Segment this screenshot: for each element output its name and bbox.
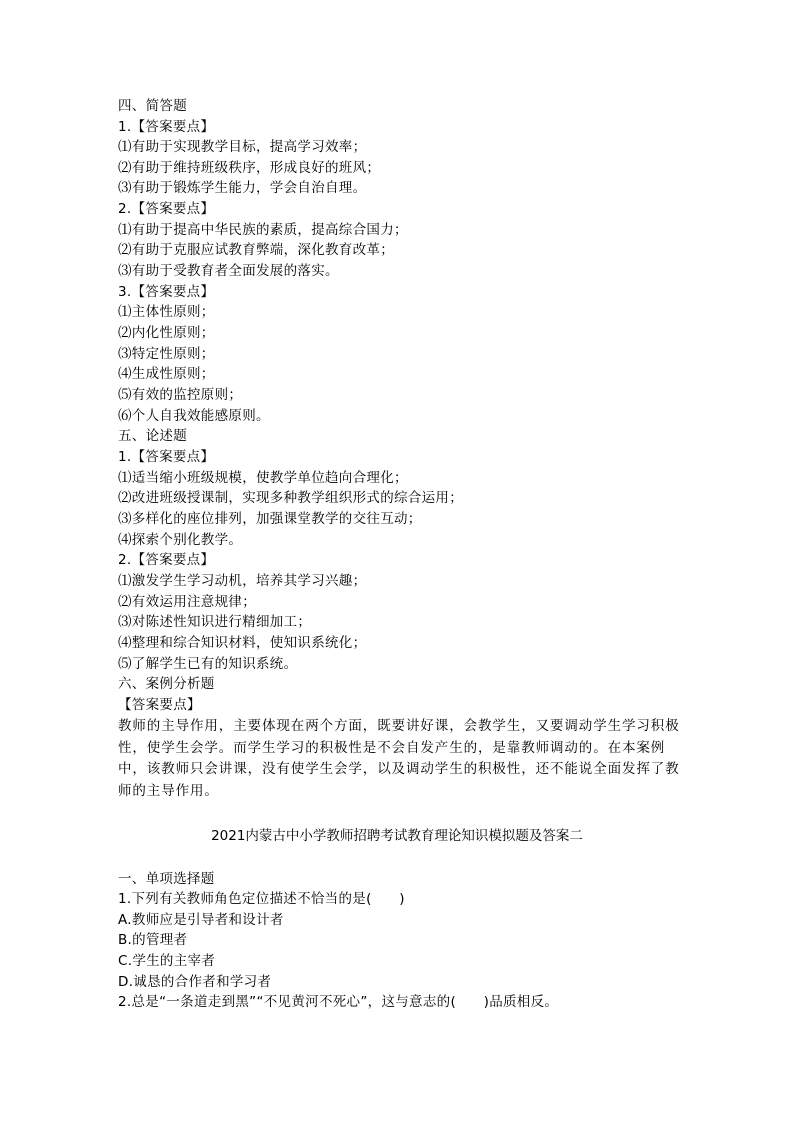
answer-point: ⑴有助于提高中华民族的素质，提高综合国力；	[118, 222, 408, 238]
section-heading-case-analysis: 六、案例分析题	[118, 676, 215, 692]
answer-point: ⑵改进班级授课制，实现多种教学组织形式的综合运用；	[118, 490, 463, 506]
question-stem: 1.下列有关教师角色定位描述不恰当的是( )	[118, 891, 405, 907]
case-answer-paragraph: 教师的主导作用，主要体现在两个方面，既要讲好课，会教学生，又要调动学生学习积极性，使学生会学。而学生学习的积极性是不会自发产生的，是靠教师调动的。在本案例中，该教师只会讲课，没有使学生会学，以及调动学生的积极性，还不能说全面发挥了教师的主导作用。	[118, 718, 680, 799]
answer-point: ⑷探索个别化教学。	[118, 532, 243, 548]
question-option: C.学生的主宰者	[118, 953, 216, 969]
answer-point: ⑸有效的监控原则；	[118, 387, 243, 403]
answer-point: ⑴适当缩小班级规模，使教学单位趋向合理化；	[118, 470, 408, 486]
section-heading-essay: 五、论述题	[118, 428, 187, 444]
answer-point: ⑷生成性原则；	[118, 366, 215, 382]
answer-label: 2.【答案要点】	[118, 201, 215, 217]
answer-point: ⑶对陈述性知识进行精细加工；	[118, 614, 312, 630]
answer-point: ⑶有助于受教育者全面发展的落实。	[118, 263, 339, 279]
answer-point: ⑴有助于实现教学目标，提高学习效率；	[118, 139, 367, 155]
answer-point: ⑷整理和综合知识材料，使知识系统化；	[118, 635, 367, 651]
question-option: B.的管理者	[118, 932, 188, 948]
section-heading-single-choice: 一、单项选择题	[118, 871, 215, 887]
section-heading-short-answer: 四、简答题	[118, 98, 187, 114]
answer-point: ⑸了解学生已有的知识系统。	[118, 656, 298, 672]
answer-point: ⑵内化性原则；	[118, 325, 215, 341]
answer-point: ⑴主体性原则；	[118, 304, 215, 320]
answer-point: ⑵有助于克服应试教育弊端，深化教育改革；	[118, 242, 394, 258]
answer-label: 1.【答案要点】	[118, 119, 215, 135]
question-stem: 2.总是“一条道走到黑”“不见黄河不死心”，这与意志的( )品质相反。	[118, 994, 559, 1010]
answer-point: ⑶有助于锻炼学生能力，学会自治自理。	[118, 180, 367, 196]
answer-point: ⑵有助于维持班级秩序，形成良好的班风；	[118, 160, 381, 176]
question-option: A.教师应是引导者和设计者	[118, 912, 284, 928]
answer-label: 3.【答案要点】	[118, 284, 215, 300]
answer-point: ⑹个人自我效能感原则。	[118, 408, 270, 424]
answer-label: 1.【答案要点】	[118, 449, 215, 465]
answer-point: ⑴激发学生学习动机，培养其学习兴趣；	[118, 573, 367, 589]
answer-point: ⑵有效运用注意规律；	[118, 594, 256, 610]
answer-point: ⑶特定性原则；	[118, 346, 215, 362]
question-option: D.诚恳的合作者和学习者	[118, 974, 272, 990]
answer-label: 2.【答案要点】	[118, 552, 215, 568]
answer-point: ⑶多样化的座位排列，加强课堂教学的交往互动；	[118, 511, 422, 527]
document-title: 2021内蒙古中小学教师招聘考试教育理论知识模拟题及答案二	[211, 828, 583, 844]
answer-label: 【答案要点】	[118, 697, 201, 713]
